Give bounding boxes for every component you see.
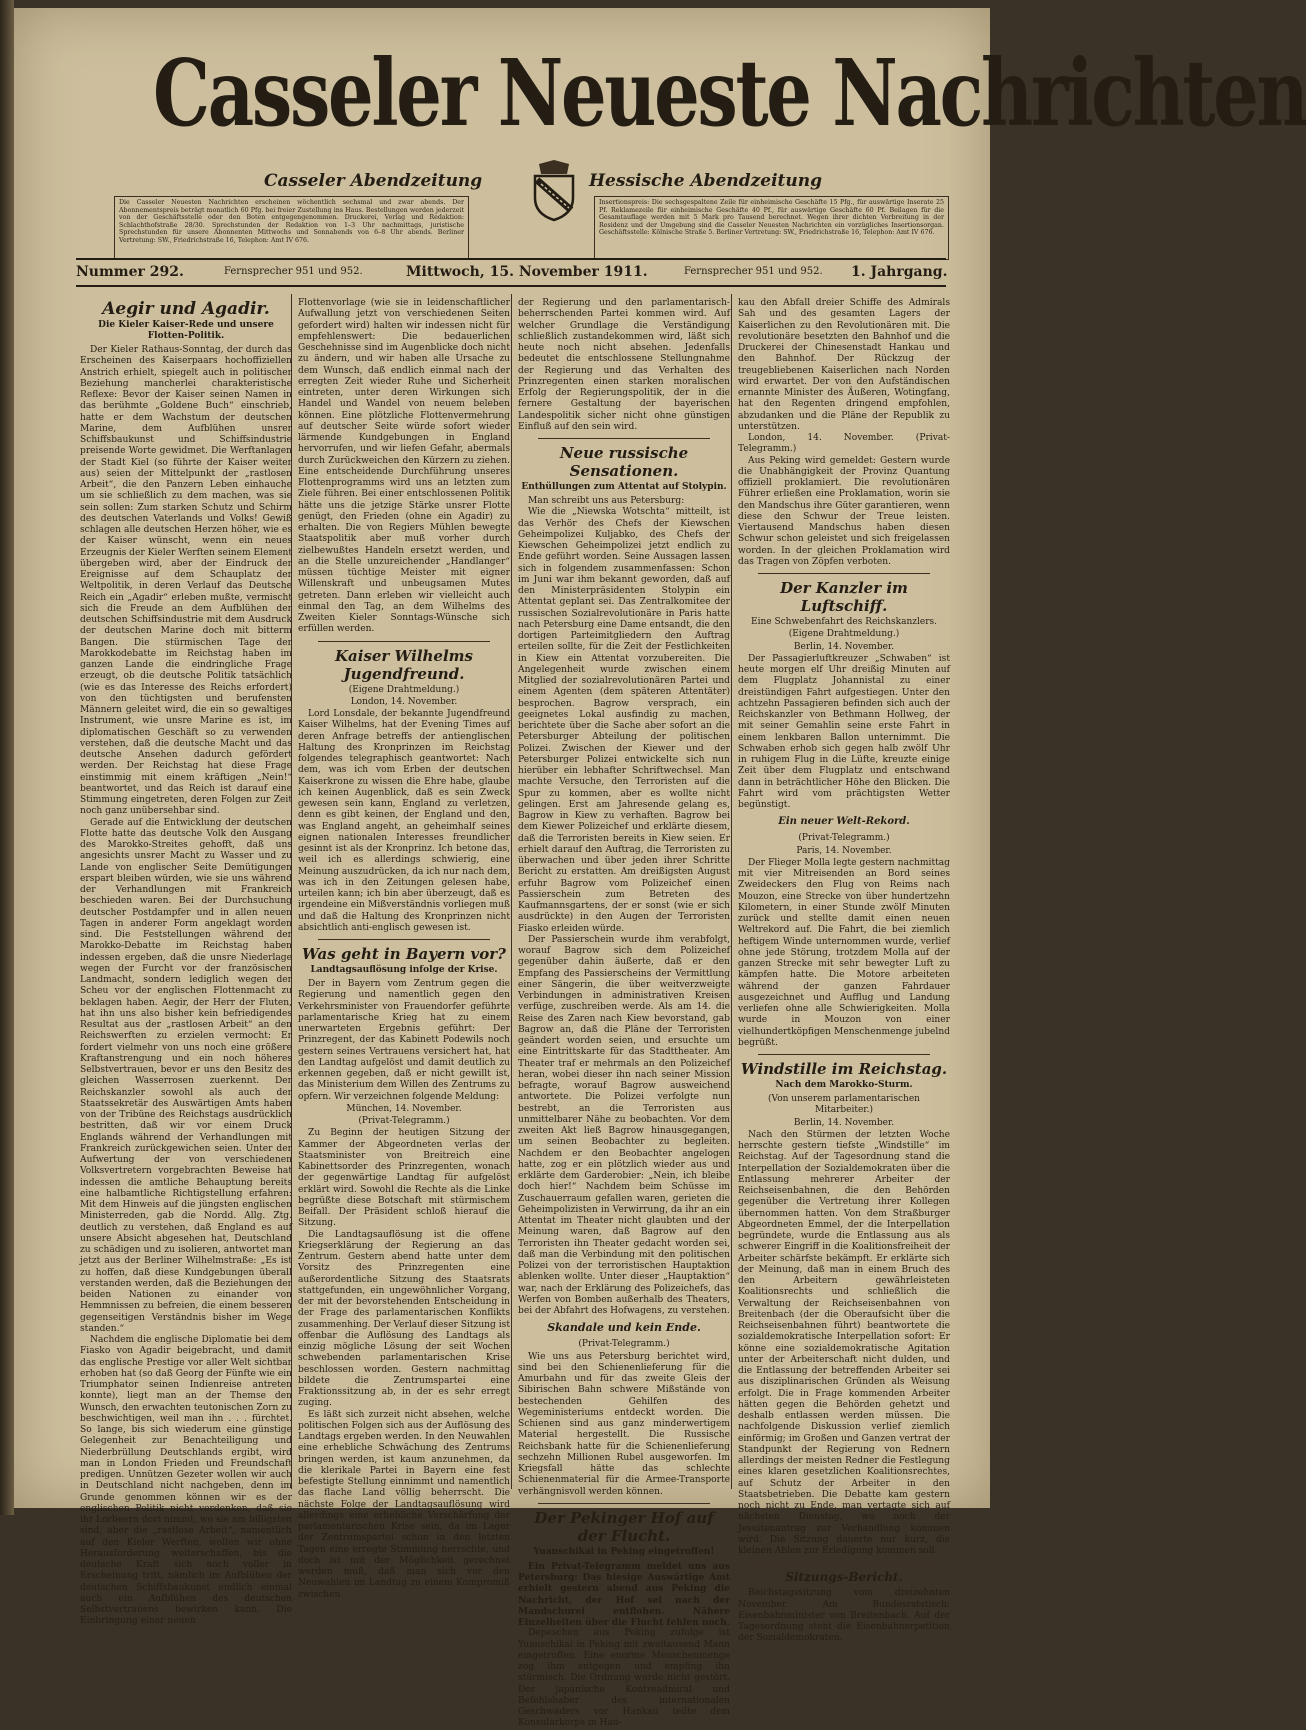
separator: [318, 939, 490, 940]
paragraph: Ein Privat-Telegramm meldet uns aus Petersburg: Das hiesige Auswärtige Amt erhielt gestern abend aus Peking die Nachricht, der Hof sei nach der Mandschurei entflohen. Nähere Einzelheiten über die Flucht fehlen noch.: [518, 1560, 730, 1628]
paragraph: Der Kieler Rathaus-Sonntag, der durch das Erscheinen des Kaiserpaars hochoffiziellen Anstrich erhielt, spiegelt auch in politischer Beziehung mancherlei charakteristische Reflexe: Bevor der Kaiser seinen Namen in das berühmte „Goldene Buch“ einschrieb, hatte er dem Wachstum der deutschen Marine, dem Aufblühen unsrer Schiffsbaukunst und Schiffsindustrie preisende Worte gewidmet. Die Werftanlagen der Stadt Kiel (so führte der Kaiser weiter aus) seien der Mittelpunkt der „rastlosen Arbeit“, die den Panzern Leben einhauche um sie schließlich zu dem machen, was sie sein sollen: Zum starken Schutz und Schirm des deutschen Vaterlands und Volks! Gewiß schlagen alle deutschen Herzen höher, wie es der Kaiser wünscht, wenn ein neues Erzeugnis der Kieler Werften seinem Element übergeben wird, aber der Eindruck der Ereignisse auf dem Schauplatz der Weltpolitik, in deren Verlauf das Deutsche Reich ein „Agadir“ erleben mußte, vermischt sich die Freude an dem Aufblühen der deutschen Schiffsindustrie mit dem Ausdruck der deutschen Marine doch mit bitterm Bangen. Die stürmischen Tage der Marokkodebatte im Reichstag haben im ganzen Lande die eindringliche Frage erzeugt, ob die deutsche Politik tatsächlich (wie es das Interesse des Reichs erfordert) von den tüchtigsten und berufensten Männern geleitet wird, die ein so gewaltiges Instrument, wie unsre Marine es ist, im diplomatischen Geschäft so zu verwenden verstehen, daß die deutsche Macht und das deutsche Ansehen dadurch gefördert werden. Der Reichstag hat diese Frage einstimmig mit einem kräftigen „Nein!“ beantwortet, und das Reich ist darauf eine Stimmung eingetreten, deren Folgen zur Zeit noch ganz unübersehbar sind.: [80, 345, 292, 817]
subtitle-left: Casseler Abendzeitung: [264, 171, 483, 191]
paragraph: Wie die „Niewska Wotschta“ mitteilt, ist das Verhör des Chefs der Kiewschen Geheimpolizei Kuljabko, des Chefs der Kiewschen Geheimpolizei jetzt endlich zu Ende geführt worden. Seine Aussagen lassen sich in folgendem zusammenfassen: Schon im Juni war ihm bekannt geworden, daß auf den Ministerpräsidenten Stolypin ein Attentat geplant sei. Das Zentralkomitee der russischen Sozialrevolutionäre in Paris hatte nach Petersburg eine Dame entsandt, die den dortigen Parteimitgliedern den Auftrag erteilen sollte, für die Zeit der Festlichkeiten in Kiew ein Attentat vorzubereiten. Die Angelegenheit wurde zwischen einem Mitglied der sozialrevolutionären Partei und einem Agenten (dem späteren Attentäter) besprochen. Bagrow versprach, ein geeignetes Lokal ausfindig zu machen, berichtete über die Sache aber sofort an die Petersburger Abteilung der politischen Polizei. Zwischen der Kiewer und der Petersburger Polizei entwickelte sich nun hierüber ein lebhafter Schriftwechsel. Man machte Versuche, den Terroristen auf die Spur zu kommen, aber es wollte nicht gelingen. Erst am Jahresende gelang es, Bagrow in Kiew zu verhaften. Bagrow bei dem Kiewer Polizeichef und erklärte diesem, daß die Terroristen bereits in Kiew seien. Er erhielt darauf den Auftrag, die Terroristen zu überwachen und über jeden ihrer Schritte Bericht zu erstatten. Am dreißigsten August erfuhr Bagrow vom Polizeichef einen Passierschein zum Betreten des Kaufmannsgartens, der er sonst (wie er sich ausdrückte) in den Augen der Terroristen Fiasko erleiden würde.: [518, 507, 730, 934]
paragraph: Nach den Stürmen der letzten Woche herrschte gestern tiefste „Windstille“ im Reichstag. Auf der Tagesordnung stand die Interpellation der Sozialdemokraten über die Entlassung mehrerer Arbeiter der Reichseisenbahnen, die den Behörden gegenüber die Vertretung ihrer Kollegen übernommen hatten. Von dem Straßburger Abgeordneten Emmel, der die Interpellation begründete, wurde die Entlassung aus als schwerer Eingriff in die Koalitionsfreiheit der Arbeiter schärfste bekämpft. Er erklärte sich der Meinung, daß man in einem Bruch des den Arbeitern gewährleisteten Koalitionsrechts und schließlich die Verwaltung der Reichseisenbahnen von Breitenbach (der die Oberaufsicht über die Reichseisenbahnen führt) beantwortete die sozialdemokratische Interpellation sofort: Er könne eine sozialdemokratische Agitation unter der Arbeiterschaft nicht dulden, und die Entlassung der betreffenden Arbeiter sei aus disziplinarischen Gründen als Weisung erfolgt. Die in Frage kommenden Arbeiter hätten gegen die Behörden gehetzt und deshalb entlassen werden müssen. Die nachfolgende Diskussion verlief ziemlich einförmig; im Großen und Ganzen vertrat der Standpunkt der Regierung von Rednern allerdings der meisten Redner die Festlegung eines klaren gesetzlichen Koalitionsrechtes, auf Schutz der Arbeiter in den Staatsbetrieben. Die Debatte kam gestern noch nicht zu Ende, man vertagte sich auf nächsten Dienstag, wo noch der Jesuitenantrag zur Verhandlung kommen wird. Die Sitzung dauerte nur kurz, die kleinen Ablen zur Erledigung kommen soll.: [738, 1129, 950, 1556]
paragraph: Der in Bayern vom Zentrum gegen die Regierung und namentlich gegen den Verkehrsminister von Frauendorfer geführte parlamentarische Krieg hat zu einem unerwarteten Ergebnis geführt: Der Prinzregent, der das Kabinett Podewils noch gestern seines Vertrauens versichert hat, hat den Landtag aufgelöst und damit deutlich zu erkennen gegeben, daß er nicht gewillt ist, das Ministerium dem Willen des Zentrums zu opfern. Wir verzeichnen folgende Meldung:: [298, 979, 510, 1102]
column-1: [80, 298, 292, 1627]
subscription-info: Die Casseler Neuesten Nachrichten erscheinen wöchentlich sechsmal und zwar abends. Der Abonnementspreis beträgt monatlich 60 Pfg. bei freier Zustellung ins Haus. Bestellungen werden jederzeit von der Geschäftsstelle oder den Boten entgegengenommen. Druckerei, Verlag und Redaktion: Schlachthofstraße 28/30. Sprechstunden der Redaktion von 1–3 Uhr nachmittags, juristische Sprechstunden für unsere Abonnenten Mittwochs und Sonnabends von 6–8 Uhr abends. Berliner Vertretung: SW., Friedrichstraße 16, Telephon: Amt IV 676.: [114, 196, 469, 260]
column-3: [518, 298, 730, 1729]
paragraph: Nachdem die englische Diplomatie bei dem Fiasko von Agadir beigebracht, und damit das englische Prestige vor aller Welt sichtbar erhoben hat (so daß Georg der Fünfte wie ein Triumphator seinen Indienreise antreten konnte), liegt man an der Themse den Wunsch, den erwachten teutonischen Zorn zu beschwichtigen, weil man ihn . . . fürchtet. So lange, bis sich wiederum eine günstige Gelegenheit zur Benachteiligung und Niederbrüllung Deutschlands ergibt, wird man in London Frieden und Freundschaft predigen. Unnützen Gezeter wollen wir auch in Deutschland nicht nachgeben, denn im Grunde genommen können wir es der englischen Politik nicht verdenken, daß sie ihr Lorbeern dort nimmt, wo sie am billigsten sind, aber die „rastlose Arbeit“, namentlich auf den Kieler Werften, wollen wir ohne Herausforderung weiterschaffen, bis die deutsche Kraft sich noch voller in Erscheinung tritt, nämlich im Aufblühen der deutschen Schiffsbaukunst endlich einmal auch ein Aufblühen des deutschen Selbstvertrauens bewirken kann. Die Einbringung einer neuen: [80, 1335, 292, 1627]
paragraph: der Regierung und den parlamentarisch-beherrschenden Partei kommen wird. Auf welcher Grundlage die Verständigung schließlich zustandekommen wird, läßt sich heute noch nicht absehen. Jedenfalls bedeutet die entschlossene Stellungnahme der Regierung und das Verhalten des Prinzregenten einen starken moralischen Erfolg der Regierungspolitik, der in die fernere Gestaltung der bayerischen Landespolitik sicher nicht ohne günstigen Einfluß auf den sein wird.: [518, 298, 730, 432]
subhead: Yuanschikai in Peking eingetroffen!: [533, 1546, 715, 1557]
headline-russische: Neue russische Sensationen.: [559, 444, 689, 480]
paragraph: Depeschen aus Peking zufolge ist Yuanschikai in Peking mit zweitausend Mann eingetroffen. Eine enorme Menschenmenge zog ihm entgegen und empfing ihn stürmisch. Die Ordnung wurde nicht gestört. Der japanische Kontreadmiral und Befehlshaber des internationalen Geschwaders vor Hankau teilte dem Konsularkorps in Han-: [518, 1628, 730, 1729]
separator: [758, 1562, 930, 1563]
paragraph: Zu Beginn der heutigen Sitzung der Kammer der Abgeordneten verlas der Staatsminister von Breitreich eine Kabinettsorder des Prinzregenten, wonach der gegenwärtige Landtag für aufgelöst erklärt wird. Sowohl die Rechte als die Linke begrüßte diese Botschaft mit stürmischem Beifall. Der Präsident schloß hierauf die Sitzung.: [298, 1128, 510, 1229]
phone-left: Fernsprecher 951 und 952.: [224, 266, 363, 277]
separator: [758, 573, 930, 574]
paragraph: Gerade auf die Entwicklung der deutschen Flotte hatte das deutsche Volk den Ausgang des Marokko-Streites gehofft, daß uns angesichts unsrer Macht zu Wasser und zu Lande von englischer Seite Demütigungen erspart bleiben würden, wie sie uns während der Verhandlungen mit Frankreich beschieden waren. Bei der Durchsuchung deutscher Postdampfer und in allen neuen Tagen in anderer Form angeklagt worden sind. Die Feststellungen während der Marokko-Debatte im Reichstag haben indessen ergeben, daß die unsre Niederlage wegen der Furcht vor der französischen Landmacht, sondern lediglich wegen der Scheu vor der englischen Flottenmacht zu beklagen haben. Aegir, der Herr der Fluten, hat ihn uns also bisher kein befriedigendes Resultat aus der „rastlosen Arbeit“ an den Reichswerften zu erzielen vermocht: Er fordert vielmehr von uns noch eine größere Kraftanstrengung und ein noch höheres Selbstvertrauen, bevor er uns den Besitz des gleichen Wasserrosen zuerkennt. Der Reichskanzler sowohl als auch der Staatssekretär des Auswärtigen Amts haben von der Tribüne des Reichstags ausdrücklich bestritten, daß wir vor einem Druck Englands während der Verhandlungen mit Frankreich zurückgewichen seien. Unter der Aufwertung der von verschiedenen Volksvertretern vorgebrachten Beweise hat indessen die amtliche Behauptung bereits eine halbamtliche Richtigstellung erfahren: Mit dem Hinweis auf die jüngsten englischen Ministerreden, gab die Nordd. Allg. Ztg. deutlich zu verstehen, daß England es auf unsere Absicht abgesehen hat, Deutschland zu schädigen und zu isolieren, antwortet man jetzt aus der Berliner Wilhelmstraße: „Es ist zu hoffen, daß diese Kundgebungen überall verstanden werden, daß die Beziehungen der beiden Nationen zu einander von Hemmnissen zu befreien, die einem besseren gegenseitigen Verständnis bisher im Wege standen.“: [80, 817, 292, 1334]
headline-pekinger: Der Pekinger Hof auf der Flucht.: [534, 1508, 714, 1545]
place-line: London, 14. November. (Privat-Telegramm.): [738, 433, 950, 455]
newspaper-page: [14, 8, 1306, 1729]
paragraph: Reichstagssitzung vom dreizehnten November. Am Bundesratstisch: Eisenbahnminister von Breitenbach. Auf der Tagesordnung steht die Eisenbahnerpetition der Sozialdemokraten.: [738, 1588, 950, 1644]
dateline: [76, 261, 946, 283]
paragraph: Die Landtagsauflösung ist die offene Kriegserklärung der Regierung an das Zentrum. Gestern abend hatte unter dem Vorsitz des Prinzregenten eine außerordentliche Sitzung des Staatsrats stattgefunden, ein ungewöhnlicher Vorgang, der mit der bevorstehenden Entscheidung in der Frage des parlamentarischen Konflikts zusammenhing. Der Verlauf dieser Sitzung ist offenbar die Auflösung des Landtags als einzig mögliche Lösung der seit Wochen schwebenden parlamentarischen Krise beschlossen worden. Gestern nachmittag bildete die Zentrumspartei eine Fraktionssitzung ab, in der es sehr erregt zuging.: [298, 1229, 510, 1409]
subtitle-right: Hessische Abendzeitung: [589, 171, 823, 191]
paragraph: Flottenvorlage (wie sie in leidenschaftlicher Aufwallung jetzt von verschiedenen Seiten gefordert wird) halten wir indessen nicht für empfehlenswert: Die bedauerlichen Geschehnisse sind im Augenblicke doch nicht zu ändern, und wir haben alle Ursache zu dem Wunsch, daß endlich einmal nach der erregten Zeit wieder Ruhe und Sicherheit eintreten, unter deren Wirkungen sich Handel und Wandel von neuem beleben können. Eine plötzliche Flottenvermehrung auf deutscher Seite würde sofort wieder lärmende Kundgebungen in England hervorrufen, und wir liefen Gefahr, abermals durch Zurückweichen den Kürzern zu ziehen. Eine entscheidende Durchführung unseres Flottenprogramms wird uns an letzten zum Ziele führen. Bei einer entschlossenen Politik hätte uns die jetzige Stärke unsrer Flotte genügt, den Frieden (ohne ein Agadir) zu erhalten. Die von Regiers Mühlen bewegte Staatspolitik aber muß vorher durch zielbewußtes Handeln ersetzt werden, und an die Stelle unzureichender „Handlanger“ müssen tüchtige Meister mit eigner Willenskraft und unbeugsamen Mutes getreten. Dann erleben wir vielleicht auch einmal den Tag, an dem Wilhelms des Zweiten Kieler Sonntags-Wünsche sich erfüllen werden.: [298, 298, 510, 635]
headline-weltrekord: Ein neuer Welt-Rekord.: [778, 816, 910, 828]
coat-of-arms-icon: [529, 160, 579, 222]
subhead: (Eigene Drahtmeldung.): [348, 684, 460, 695]
issue-number: Nummer 292.: [76, 264, 184, 280]
headline-skandale: Skandale und kein Ende.: [547, 1321, 701, 1335]
subhead: (Privat-Telegramm.): [798, 833, 890, 844]
separator: [538, 1503, 710, 1504]
separator: [318, 641, 490, 642]
subhead: Eine Schwebenfahrt des Reichskanzlers.: [751, 617, 937, 627]
paragraph: Der Flieger Molla legte gestern nachmittag mit vier Mitreisenden an Bord seines Zweideckers den Flug von Reims nach Mouzon, eine Strecke von über hundertzehn Kilometern, in einer Stunde zwölf Minuten zurück und stellte damit einen neuen Weltrekord auf. Die Fahrt, die bei ziemlich heftigem Winde unternommen wurde, verlief ohne jede Störung, trotzdem Molla auf der ganzen Strecke mit sehr bewegter Luft zu kämpfen hatte. Die Motore arbeiteten während der ganzen Fahrdauer ausgezeichnet und Aufflug und Landung verliefen ohne alle Schwierigkeiten. Molla wurde in Mouzon von einer vielhundertköpfigen Menschenmenge jubelnd begrüßt.: [738, 857, 950, 1048]
masthead-title: Casseler Neueste Nachrichten: [153, 39, 1306, 147]
headline-kanzler: Der Kanzler im Luftschiff.: [780, 579, 908, 615]
place-date: London, 14. November.: [350, 696, 458, 707]
paragraph: Lord Lonsdale, der bekannte Jugendfreund Kaiser Wilhelms, hat der Evening Times auf deren Anfrage betreffs der antienglischen Haltung des Kronprinzen im Reichstag folgendes telegraphisch geantwortet: Nach dem, was ich vom Erben der deutschen Kaiserkrone zu wissen die Ehre habe, glaube ich keinen Augenblick, daß es sein Zweck gewesen sein kann, England zu verletzen, denn es gibt keinen, der England und den, was England angeht, an geheimhalf seines eignen nationalen Interesses freundlicher gesinnt ist als der Kronprinz. Ich betone das, weil ich es allerdings schwierig, eine Meinung auszudrücken, da ich nur nach dem, was ich in den Zeitungen gelesen habe, urteilen kann; ich bin aber überzeugt, daß es irgendeine ein Mißverständnis vorliegen muß und daß die Haltung des Kronprinzen nicht absichtlich anti-englisch gewesen ist.: [298, 709, 510, 933]
paragraph: Es läßt sich zurzeit nicht absehen, welche politischen Folgen sich aus der Auflösung des Landtags ergeben werden. In den Neuwahlen eine erhebliche Schwächung des Zentrums bringen werden, ist kaum anzunehmen, da die klerikale Partei in Bayern eine fest befestigte Stellung einnimmt und namentlich das flache Land völlig beherrscht. Die nächste Folge der Landtagsauflösung wird allerdings eine erhebliche Verschärfung der parlamentarischen Krise sein, da im Lager der Zentrumspartei schon in den letzten Tagen eine erregte Stimmung herrschte, und doch ist mit der Möglichkeit gerechnet werden muß, daß man sich vor den Neuwahlen im Landtag zu einem Kompromiß zwischen: [298, 1409, 510, 1600]
phone-right: Fernsprecher 951 und 952.: [684, 266, 823, 277]
top-rule: [76, 258, 946, 260]
subhead: (Privat-Telegramm.): [358, 1116, 450, 1126]
place-date: Berlin, 14. November.: [793, 1117, 895, 1128]
headline-aegir: Aegir und Agadir.: [102, 299, 270, 319]
subhead: Landtagsauflösung infolge der Krise.: [310, 965, 498, 975]
headline-sitzungsbericht: Sitzungs-Bericht.: [785, 1570, 903, 1585]
headline-jugendfreund: Kaiser Wilhelms Jugendfreund.: [334, 646, 473, 683]
separator: [758, 1054, 930, 1055]
paragraph: Aus Peking wird gemeldet: Gestern wurde die Unabhängigkeit der Provinz Quantung offiziell proklamiert. Die revolutionären Führer erließen eine Proklamation, worin sie den Mandschus ihre Güter garantieren, wenn diese den Schwur der Treue leisten. Viertausend Mandschus haben diesen Schwur schon geleistet und sich freigelassen worden. In der gleichen Proklamation wird das Tragen von Zöpfen verboten.: [738, 455, 950, 567]
column-divider: [731, 294, 732, 1489]
subhead: Enthüllungen zum Attentat auf Stolypin.: [521, 482, 727, 492]
subhead: (Von unserem parlamentarischen Mitarbeiter.): [768, 1094, 920, 1116]
place-line: Man schreibt uns aus Petersburg:: [528, 496, 685, 506]
paragraph: Der Passierschein wurde ihm verabfolgt, worauf Bagrow sich dem Polizeichef gegenüber dahin äußerte, daß er den Empfang des Passierscheins der Vermittlung einer Sängerin, die über weitverzweigte Verbindungen in administrativen Kreisen verfüge, zuschreiben werde. Als am 14. die Reise des Zaren nach Kiew bevorstand, gab Bagrow an, daß die Pläne der Terroristen geändert worden seien, und ersuchte um eine Eintrittskarte für das Stadttheater. Am Theater traf er mehrmals an den Polizeichef heran, wobei dieser ihn nach seiner Mission befragte, worauf Bagrow ausweichend antwortete. Die Polizei verfolgte nun bestrebt, an die Terroristen aus unmittelbarer Nähe zu beobachten. Vor dem zweiten Akt ließ Bagrow hinausgegangen, um seinen Beobachter zu begleiten. Nachdem er den Beobachter angelogen hatte, zog er ein plötzlich wieder aus und erklärte dem Garderobier: „Nein, ich bleibe doch hier!“ Nachdem beim Schüsse im Zuschauerraum gefallen waren, gerieten die Geheimpolizisten in Verwirrung, da ihr an ein Attentat im Theater nicht glaubten und der Meinung waren, daß Bagrow auf den Terroristen ihn Theater gedacht worden sei, daß man die Verbindung mit den politischen Polizei von der terroristischen Hauptaktion ablenken wollte. Unter dieser „Hauptaktion“ war, nach der Erklärung des Polizeichefs, das Werfen von Bomben außerhalb des Theaters, bei der Abfahrt des Hofwagens, zu verstehen.: [518, 934, 730, 1316]
place-date: Paris, 14. November.: [796, 845, 892, 856]
volume: 1. Jahrgang.: [851, 264, 948, 280]
subhead: (Eigene Drahtmeldung.): [788, 629, 900, 640]
headline-windstille: Windstille im Reichstag.: [740, 1060, 948, 1078]
column-4: [738, 298, 950, 1644]
advertising-info: Insertionspreis: Die sechsgespaltene Zeile für einheimische Geschäfte 15 Pfg., für auswärtige Inserate 25 Pf. Reklamezeile für einheimische Geschäfte 40 Pf., für auswärtige Geschäfte 60 Pf. Beilagen für die Gesamtauflage werden mit 5 Mark pro Tausend berechnet. Wegen ihrer dichten Verbreitung in der Residenz und der Umgebung sind die Casseler Neuesten Nachrichten ein vorzügliches Insertionsorgan. Geschäftsstelle: Kölnische Straße 5. Berliner Vertretung: SW., Friedrichstraße 16, Telephon: Amt IV 676.: [594, 196, 949, 260]
subhead: Nach dem Marokko-Sturm.: [775, 1080, 913, 1090]
bottom-rule: [76, 285, 946, 287]
column-divider: [511, 294, 512, 1489]
subhead-aegir: Die Kieler Kaiser-Rede und unsere Flotten-Politik.: [98, 320, 274, 341]
column-2: [298, 298, 510, 1600]
paragraph: Wie uns aus Petersburg berichtet wird, sind bei den Schienenlieferung für die Amurbahn und für das zweite Gleis der Sibirischen Bahn schwere Mißstände von bestechenden Gehilfen des Wegeministeriums entdeckt worden. Die Schienen sind aus ganz minderwertigem Material hergestellt. Die Russische Reichsbank hatte für die Schienenlieferung sechzehn Millionen Rubel ausgeworfen. Im Kriegsfall hätte das schlechte Schienenmaterial für die Armee-Transporte verhängnisvoll werden können.: [518, 1351, 730, 1497]
paragraph: Der Passagierluftkreuzer „Schwaben“ ist heute morgen elf Uhr dreißig Minuten auf dem Flugplatz Johannistal zu einer dreistündigen Fahrt aufgestiegen. Unter den achtzehn Passagieren befinden sich auch der Reichskanzler von Bethmann Hollweg, der mit seiner Gemahlin seine erste Fahrt in einem lenkbaren Ballon unternimmt. Die Schwaben erhob sich gegen halb zwölf Uhr in ruhigem Flug in die Lüfte, kreuzte einige Zeit über dem Flugplatz und entschwand dann in beträchtlicher Höhe den Blicken. Die Fahrt wird vom prächtigsten Wetter begünstigt.: [738, 653, 950, 810]
issue-date: Mittwoch, 15. November 1911.: [406, 264, 648, 280]
headline-bayern: Was geht in Bayern vor?: [302, 945, 506, 963]
place-date: Berlin, 14. November.: [793, 641, 895, 652]
place-date: München, 14. November.: [346, 1103, 462, 1114]
separator: [538, 438, 710, 439]
subhead: (Privat-Telegramm.): [578, 1339, 670, 1350]
paragraph: kau den Abfall dreier Schiffe des Admirals Sah und des gesamten Lagers der Kaiserlichen zu den Revolutionären mit. Die revolutionäre besetzten den Bahnhof und die Druckerei der Chinesenstadt Hankau und den Bahnhof. Der Rückzug der treugebliebenen Kaiserlichen nach Norden wird erwartet. Der von den Aufständischen ernannte Minister des Äußeren, Wotingfang, hat den Regenten dringend empfohlen, abzudanken und die Pläne der Republik zu unterstützen.: [738, 298, 950, 432]
binding-edge: [0, 0, 14, 1515]
